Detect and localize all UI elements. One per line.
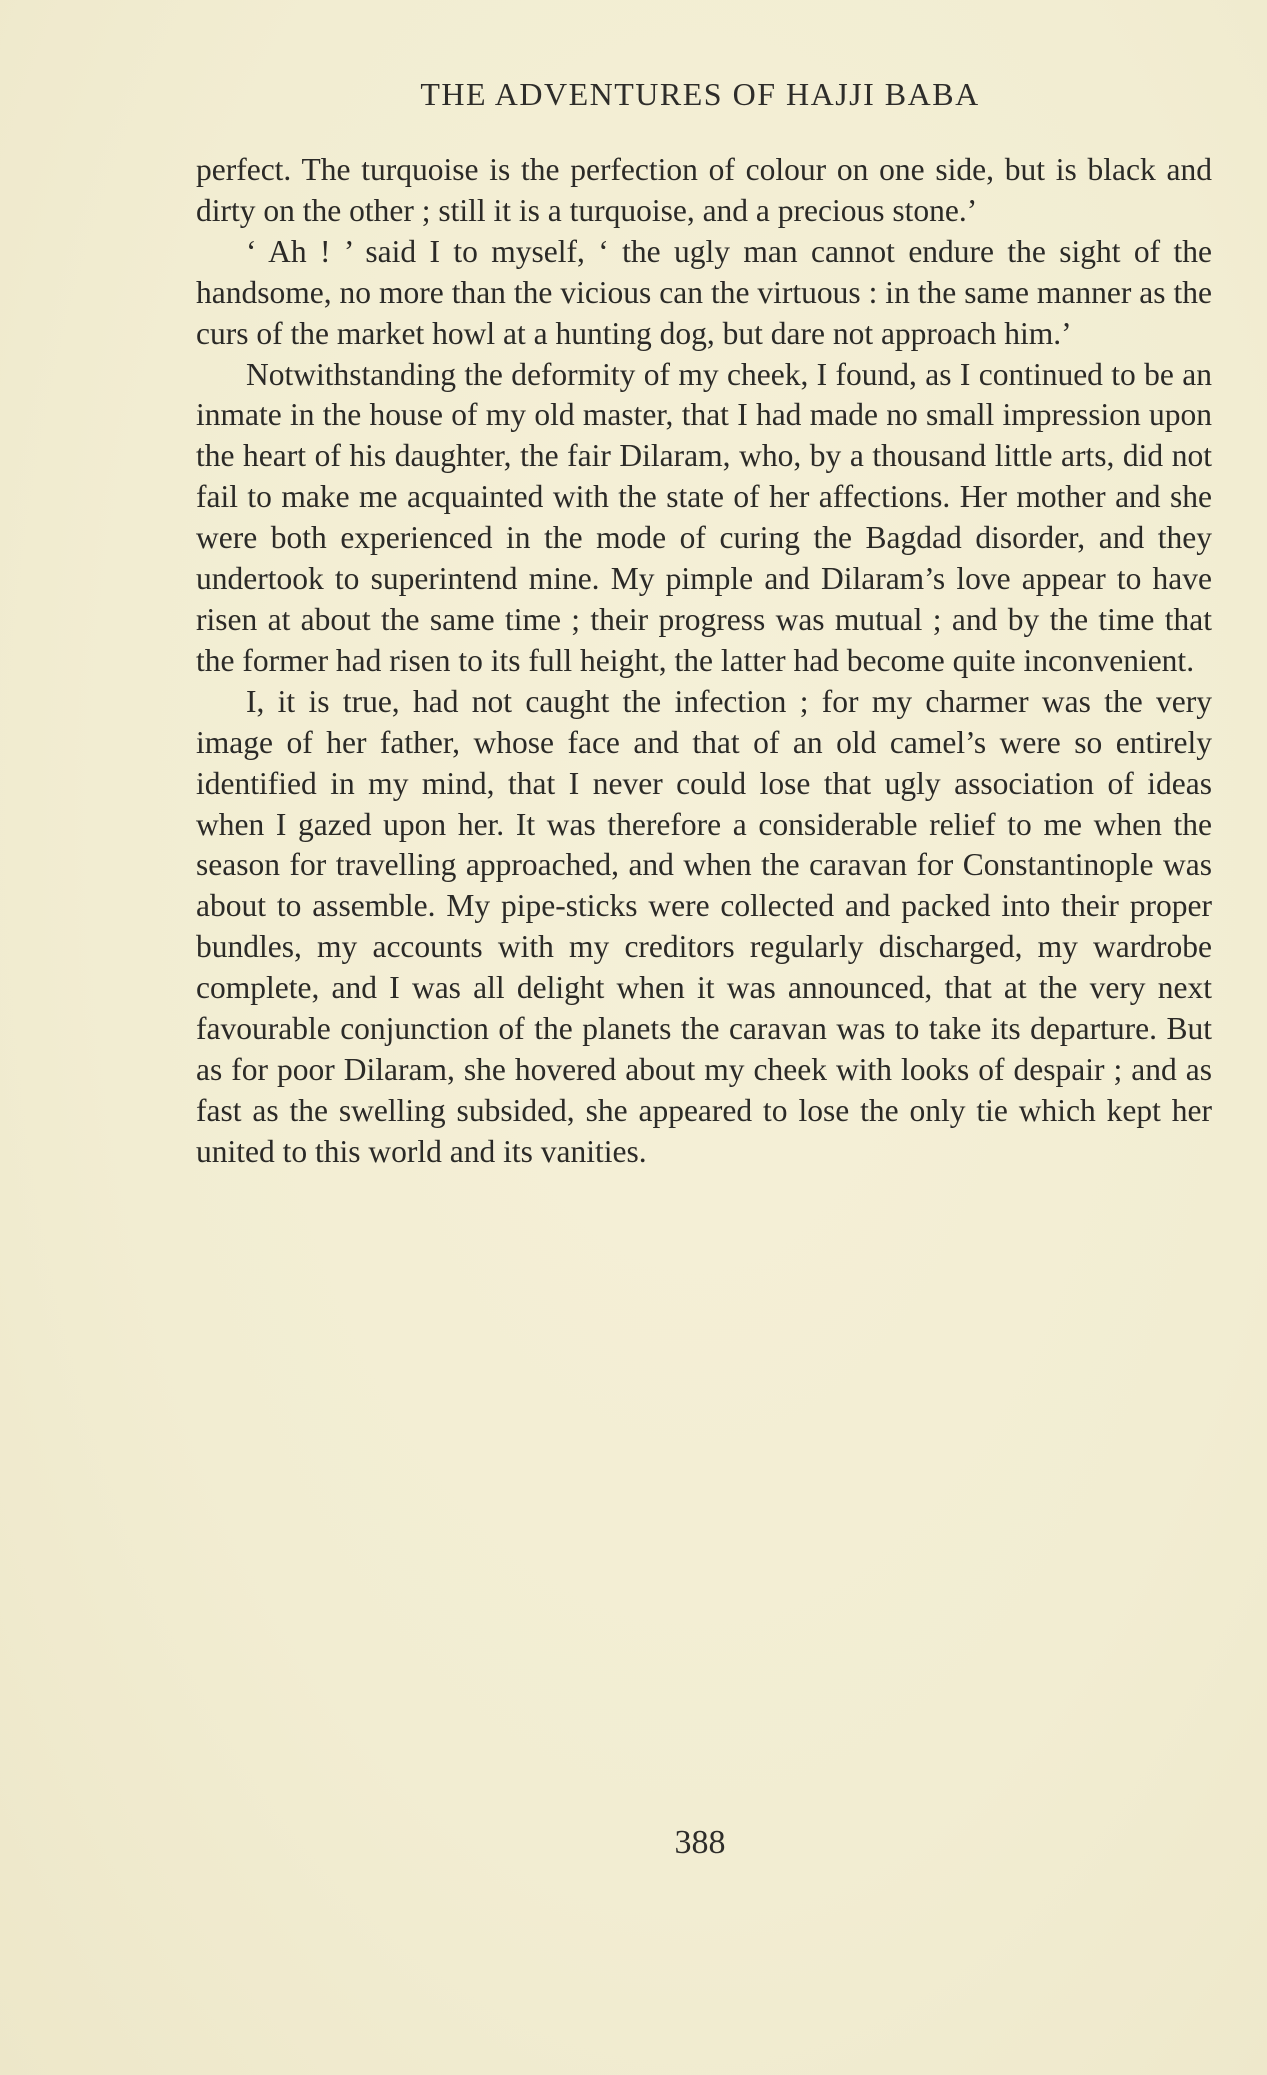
paragraph: I, it is true, had not caught the infection ; for my charmer was the very image of her father, whose face and that of an old camel’s were so entirely identified in my mind, that I never could lose that ugly association of ideas when I gazed upon her. It was therefore a considerable relief to me when the season for travelling approached, and when the caravan for Constantinople was about to assemble. My pipe-sticks were collected and packed into their proper bundles, my accounts with my creditors regularly discharged, my wardrobe complete, and I was all delight when it was announced, that at the very next favourable conjunction of the planets the caravan was to take its departure. But as for poor Dilaram, she hovered about my cheek with looks of despair ; and as fast as the swelling subsided, she appeared to lose the only tie which kept her united to this world and its vanities. <box>196 683 1212 1169</box>
paragraph: ‘ Ah ! ’ said I to myself, ‘ the ugly man cannot endure the sight of the handsome, no more than the vicious can the virtuous : in the same manner as the curs of the market howl at a hunting dog, but dare not approach him.’ <box>196 233 1212 351</box>
paragraph: Notwithstanding the deformity of my cheek, I found, as I continued to be an inmate in the house of my old master, that I had made no small impression upon the heart of his daughter, the fair Dilaram, who, by a thousand little arts, did not fail to make me acquainted with the state of her affections. Her mother and she were both experienced in the mode of curing the Bagdad disorder, and they undertook to superintend mine. My pimple and Dilaram’s love appear to have risen at about the same time ; their progress was mutual ; and by the time that the former had risen to its full height, the latter had become quite inconvenient. <box>196 356 1212 678</box>
body-text <box>196 150 1212 1173</box>
page-number: 388 <box>674 1824 726 1861</box>
running-head: THE ADVENTURES OF HAJJI BABA <box>420 76 980 112</box>
paragraph: perfect. The turquoise is the perfection of colour on one side, but is black and dirty on the other ; still it is a turquoise, and a precious stone.’ <box>196 152 1212 228</box>
